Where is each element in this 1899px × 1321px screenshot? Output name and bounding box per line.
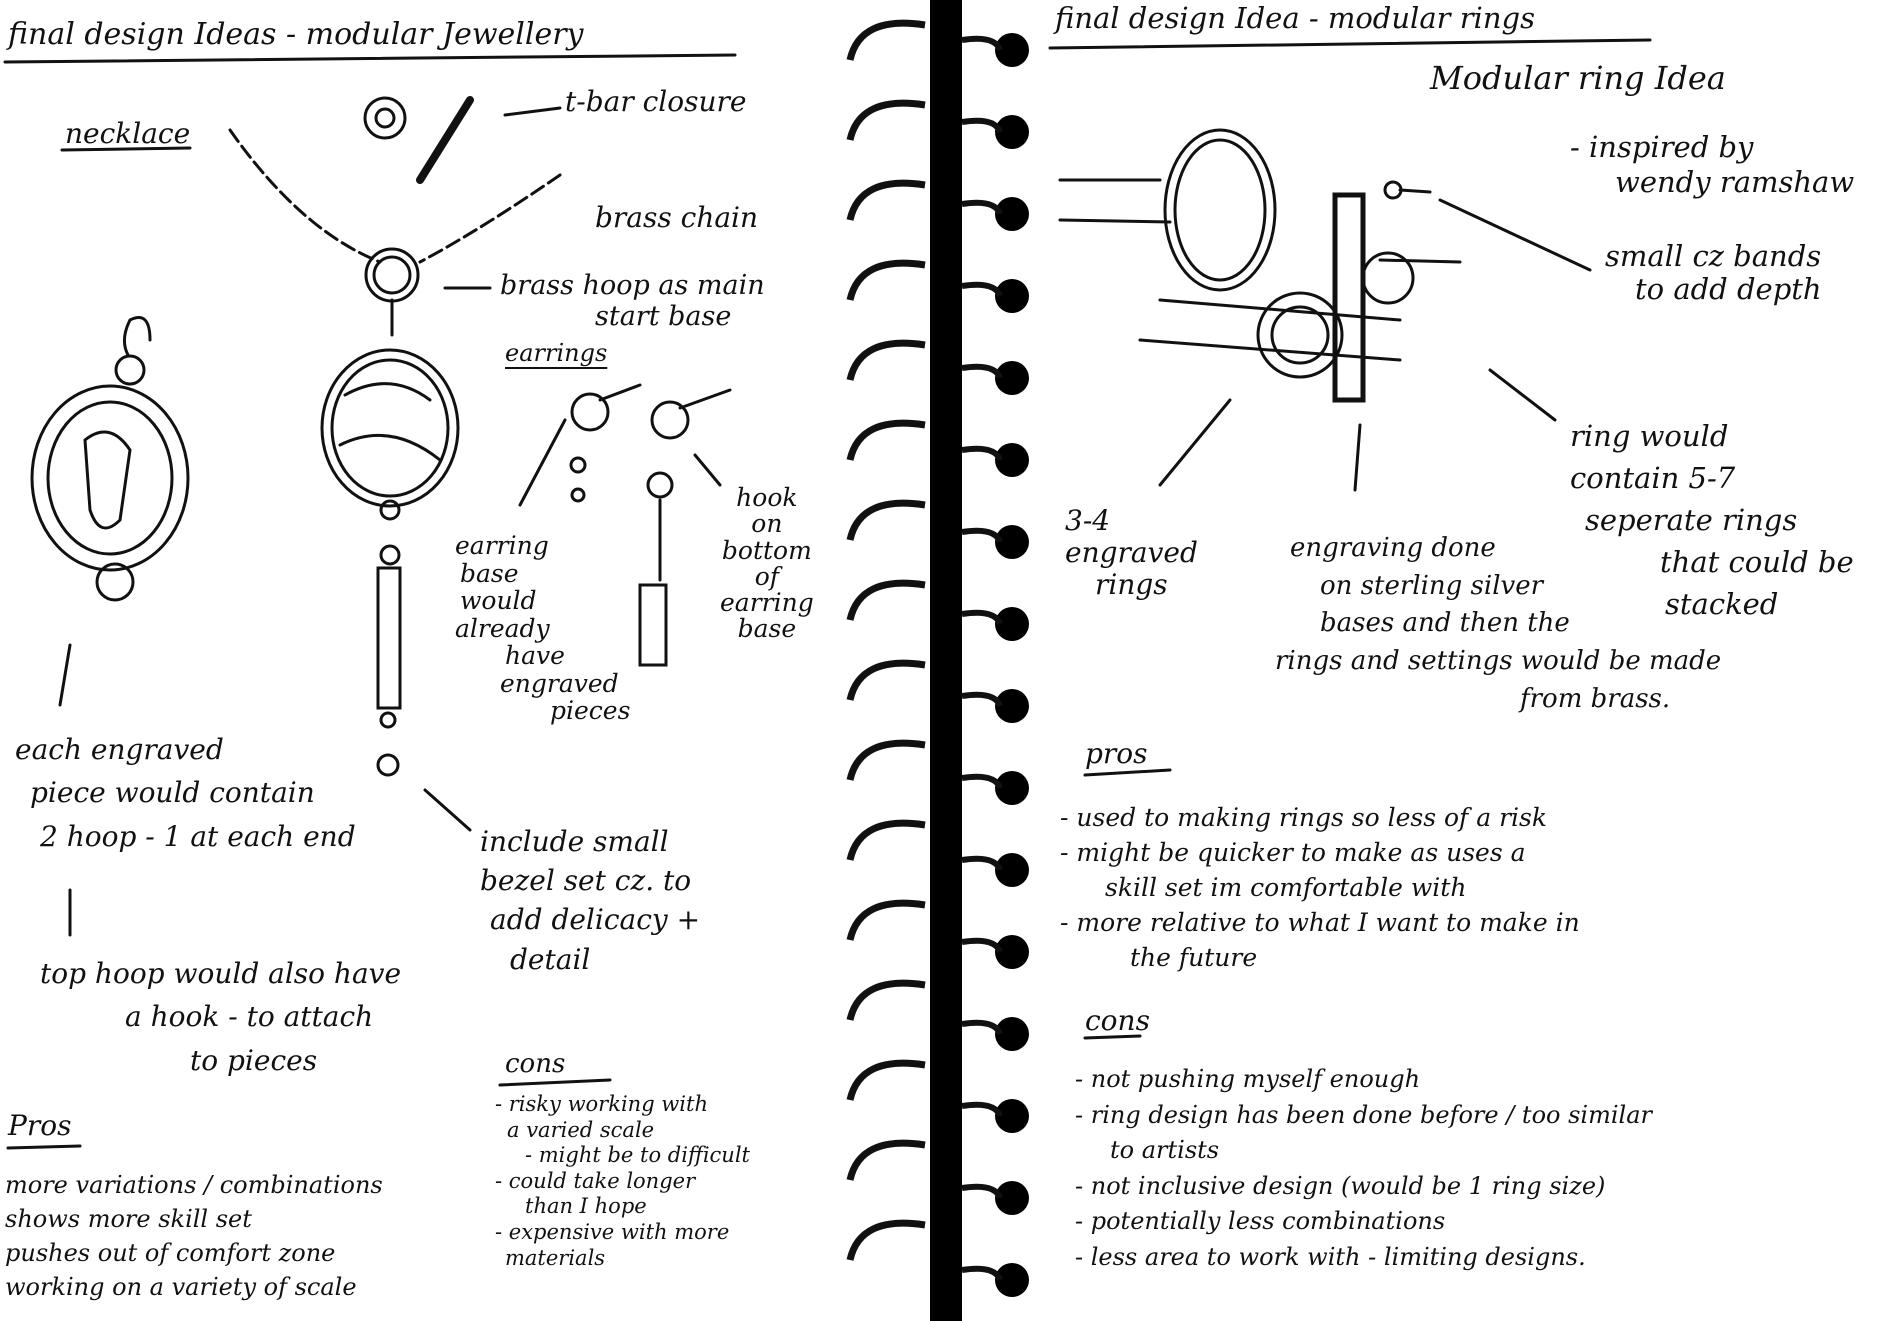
hook-note-line: of (754, 561, 779, 591)
left-cons-item: - could take longer (495, 1168, 696, 1193)
hook-note (720, 485, 814, 643)
left-cons-item: - expensive with more (495, 1220, 730, 1245)
right-cons-item: - potentially less combinations (1075, 1207, 1446, 1236)
ring-contain-line: contain 5-7 (1570, 461, 1736, 496)
bezel-note-line: bezel set cz. to (480, 864, 692, 898)
engraved-note-line: 2 hoop - 1 at each end (40, 819, 356, 853)
right-pros-item: - used to making rings so less of a risk (1060, 803, 1547, 832)
bezel-note-line: add delicacy + (490, 903, 701, 937)
ring-contain-line: seperate rings (1585, 503, 1798, 538)
hook-note-line: bottom (721, 535, 812, 565)
left-cons-item: a varied scale (507, 1117, 655, 1142)
engraving-line: rings and settings would be made (1275, 646, 1722, 677)
left-cons-item: than I hope (525, 1194, 647, 1219)
right-cons-heading: cons (1085, 1004, 1150, 1037)
engraved-rings-line: 3-4 (1065, 504, 1111, 537)
ring-sketch (1060, 130, 1460, 400)
left-pros-item: working on a variety of scale (5, 1273, 357, 1302)
inspired-line: - inspired by (1570, 130, 1754, 164)
right-title-underline (1050, 40, 1650, 48)
engraving-line: engraving done (1290, 533, 1496, 563)
hook-note-line: hook (736, 483, 798, 512)
left-pros-item: shows more skill set (5, 1205, 252, 1234)
bezel-note (480, 822, 700, 979)
engraved-rings-line: engraved (1065, 536, 1198, 570)
right-pros-item: - more relative to what I want to make in (1060, 908, 1580, 937)
left-pros-item: more variations / combinations (5, 1171, 383, 1199)
right-pros-item: the future (1130, 943, 1258, 972)
left-cons-list (495, 1092, 750, 1271)
earring-base-line: engraved (500, 668, 619, 698)
left-earring-sketch (32, 318, 188, 601)
earring-base-line: have (505, 641, 565, 670)
top-hoop-note (40, 952, 401, 1082)
engraving-line: from brass. (1520, 683, 1671, 714)
left-cons-item: materials (505, 1245, 606, 1270)
top-hoop-line: to pieces (190, 1043, 318, 1077)
bezel-note-line: include small (480, 825, 669, 858)
right-page-title: final design Idea - modular rings (1055, 1, 1535, 35)
brass-chain-label: brass chain (595, 201, 759, 234)
right-pros-item: skill set im comfortable with (1105, 873, 1467, 902)
engraved-note-line: each engraved (15, 733, 224, 766)
right-cons-item: - less area to work with - limiting designs. (1075, 1242, 1586, 1271)
right-cons-list (1075, 1062, 1652, 1275)
hook-note-line: earring (720, 588, 814, 617)
cz-bands-line: to add depth (1635, 272, 1822, 307)
engraving-line: bases and then the (1320, 608, 1570, 639)
right-cons-item: - not inclusive design (would be 1 ring size) (1075, 1171, 1606, 1200)
ring-contain-line: stacked (1665, 587, 1779, 622)
earring-base-line: earring (455, 531, 549, 560)
right-cons-item: - not pushing myself enough (1075, 1065, 1421, 1093)
ring-contain-line: ring would (1570, 419, 1729, 453)
right-page-subtitle: Modular ring Idea (1430, 59, 1726, 97)
spiral-binding (850, 0, 1029, 1321)
left-pros-heading: Pros (8, 1109, 72, 1142)
left-cons-item: - risky working with (495, 1092, 708, 1116)
left-pros-list (5, 1168, 383, 1304)
brass-hoop-line: brass hoop as main (500, 270, 765, 301)
earring-base-line: would (460, 586, 537, 615)
top-hoop-line: top hoop would also have (40, 957, 402, 990)
earring-base-note (455, 532, 630, 725)
inspired-line: wendy ramshaw (1615, 164, 1855, 199)
earring-base-line: already (455, 613, 550, 643)
engraved-rings-line: rings (1095, 568, 1168, 602)
earrings-heading: earrings (505, 339, 608, 367)
hook-note-line: base (737, 614, 797, 644)
t-bar-label: t-bar closure (565, 85, 747, 118)
left-title-underline (5, 55, 735, 62)
necklace-heading: necklace (65, 117, 191, 150)
engraving-line: on sterling silver (1320, 570, 1544, 601)
engraved-piece-note (15, 728, 356, 858)
hook-note-line: on (751, 509, 783, 539)
left-page-title: final design Ideas - modular Jewellery (8, 17, 584, 52)
right-pros-item: - might be quicker to make as uses a (1060, 838, 1526, 867)
right-cons-item: to artists (1110, 1136, 1220, 1165)
right-pros-heading: pros (1085, 737, 1148, 770)
cz-bands-note (1605, 240, 1822, 307)
engraved-note-line: piece would contain (30, 776, 315, 810)
right-cons-item: - ring design has been done before / too similar (1075, 1100, 1652, 1129)
brass-hoop-line: start base (595, 301, 732, 333)
left-cons-heading: cons (505, 1049, 566, 1079)
bezel-note-line: detail (510, 942, 591, 976)
right-pros-list (1060, 800, 1580, 975)
cz-bands-line: small cz bands (1605, 239, 1822, 273)
left-cons-item: - might be to difficult (525, 1143, 750, 1168)
ring-contain-line: that could be (1660, 545, 1854, 580)
earring-base-line: base (460, 558, 519, 588)
inspired-note (1570, 130, 1854, 200)
top-hoop-line: a hook - to attach (125, 1000, 374, 1034)
brass-hoop-note (500, 270, 765, 332)
left-pros-item: pushes out of comfort zone (5, 1239, 336, 1268)
engraved-rings-note (1065, 505, 1198, 602)
earring-base-line: pieces (550, 696, 631, 725)
